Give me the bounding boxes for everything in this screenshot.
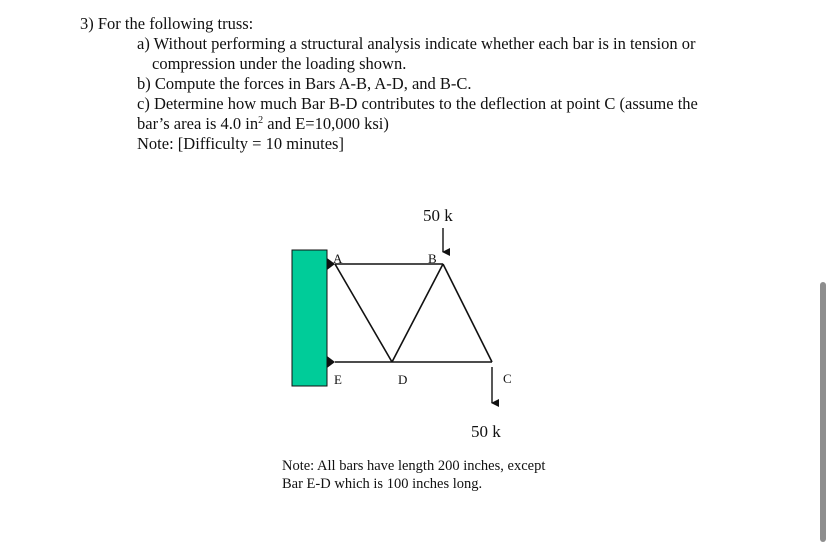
difficulty-note: Note: [Difficulty = 10 minutes] bbox=[137, 134, 344, 153]
load-label-bottom: 50 k bbox=[471, 422, 501, 441]
footnote-line-1: Note: All bars have length 200 inches, except bbox=[282, 458, 546, 474]
part-a-line-1: a) Without performing a structural analysis indicate whether each bar is in tension or bbox=[137, 34, 696, 53]
question-heading: 3) For the following truss: bbox=[80, 14, 254, 33]
wall-support bbox=[292, 250, 327, 386]
part-c-modulus-text: and E=10,000 ksi) bbox=[263, 114, 389, 133]
footnote-line-2: Bar E-D which is 100 inches long. bbox=[282, 476, 483, 492]
load-label-top: 50 k bbox=[423, 206, 453, 225]
node-label-b: B bbox=[428, 251, 437, 266]
bar-b-c bbox=[443, 264, 492, 362]
node-label-c: C bbox=[503, 371, 512, 386]
node-label-e: E bbox=[334, 372, 342, 387]
node-label-d: D bbox=[398, 372, 408, 387]
part-c-line-1: c) Determine how much Bar B-D contributes to the deflection at point C (assume the bbox=[137, 94, 698, 113]
part-a-line-2: compression under the loading shown. bbox=[152, 54, 407, 73]
part-c-area-text: bar’s area is 4.0 in bbox=[137, 114, 259, 133]
pin-support-e bbox=[327, 356, 335, 368]
bar-a-d bbox=[335, 264, 392, 362]
scrollbar-thumb[interactable] bbox=[820, 282, 826, 542]
scrollbar-track[interactable] bbox=[814, 0, 828, 542]
part-b: b) Compute the forces in Bars A-B, A-D, and B-C. bbox=[137, 74, 472, 93]
node-label-a: A bbox=[333, 251, 343, 266]
bar-b-d bbox=[392, 264, 443, 362]
squared-superscript: 2 bbox=[258, 115, 264, 126]
